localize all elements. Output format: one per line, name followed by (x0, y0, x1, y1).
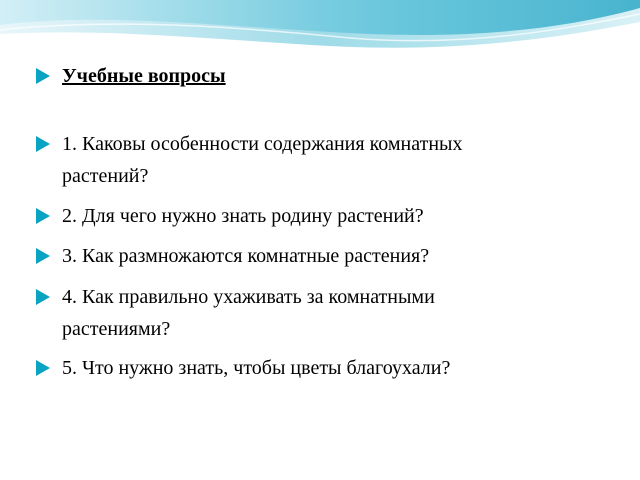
question-text-continuation: растений? (62, 165, 149, 187)
question-text: 5. Что нужно знать, чтобы цветы благоухали? (62, 357, 451, 379)
bullet-icon (36, 208, 50, 224)
header-wave-decoration (0, 0, 640, 60)
slide-heading: Учебные вопросы (62, 65, 226, 87)
question-text: 4. Как правильно ухаживать за комнатными (62, 286, 435, 308)
bullet-icon (36, 248, 50, 264)
bullet-icon (36, 360, 50, 376)
question-text-continuation: растениями? (62, 318, 171, 340)
bullet-icon (36, 289, 50, 305)
question-text: 2. Для чего нужно знать родину растений? (62, 205, 424, 227)
question-text: 3. Как размножаются комнатные растения? (62, 245, 430, 267)
bullet-icon (36, 136, 50, 152)
bullet-icon (36, 68, 50, 84)
question-text: 1. Каковы особенности содержания комнатных (62, 133, 463, 155)
